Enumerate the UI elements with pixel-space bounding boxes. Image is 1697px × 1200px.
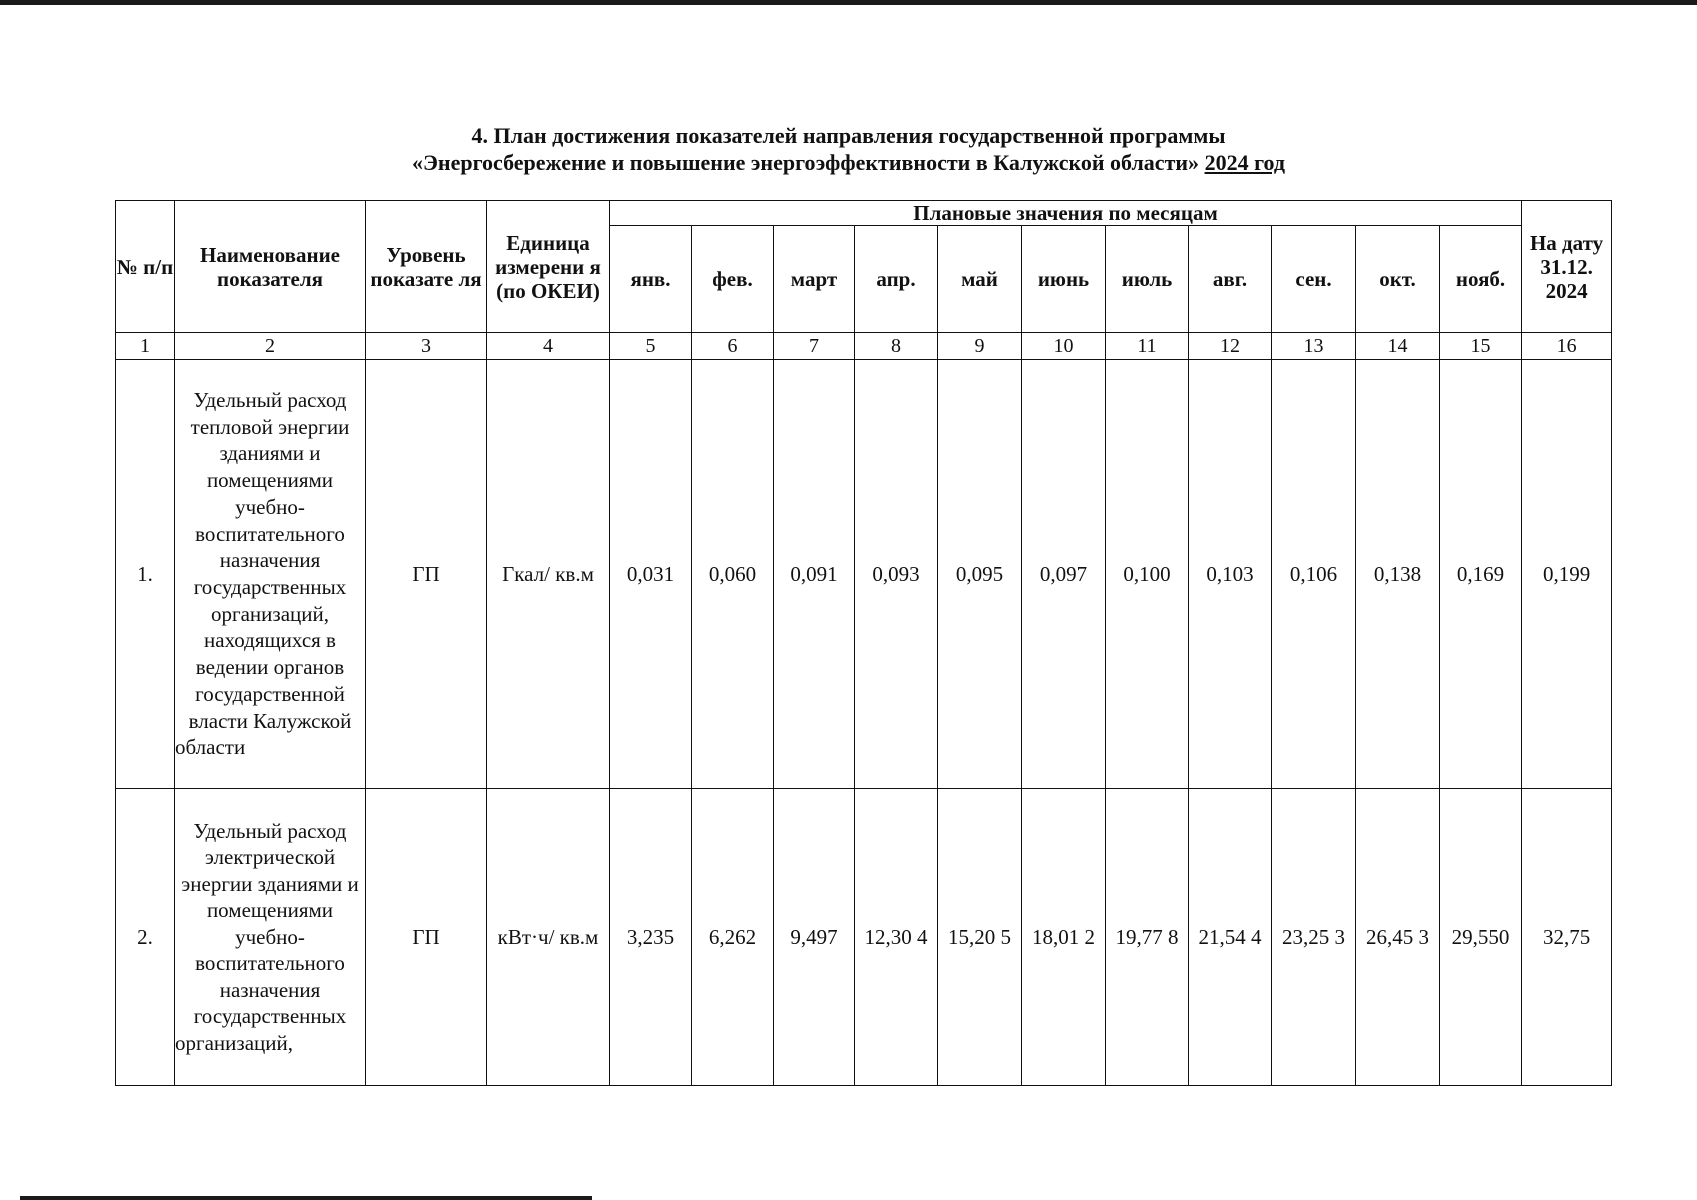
column-number: 16 (1522, 333, 1612, 360)
month-value: 18,01 2 (1032, 924, 1095, 949)
row-number: 1. (116, 360, 175, 789)
month-value: 0,106 (1272, 360, 1356, 789)
month-value: 0,091 (774, 360, 855, 789)
header-month: фев. (692, 226, 774, 333)
indicator-unit: Гкал/ кв.м (487, 360, 610, 789)
month-value: 0,095 (938, 360, 1022, 789)
month-value: 6,262 (692, 789, 774, 1086)
month-value-cell (1272, 789, 1356, 1086)
row-number: 2. (116, 789, 175, 1086)
indicator-unit: кВт·ч/ кв.м (487, 789, 610, 1086)
header-month: нояб. (1440, 226, 1522, 333)
title-line-1: 4. План достижения показателей направления государственной программы (471, 123, 1226, 148)
header-month: апр. (855, 226, 938, 333)
indicator-name: Удельный расход электрической энергии зданиями и помещениями учебно-воспитательного назначения государственных организаций, (175, 789, 366, 1086)
column-number: 12 (1189, 333, 1272, 360)
header-row-1 (116, 201, 1612, 226)
month-value: 23,25 3 (1282, 924, 1345, 949)
header-month: сен. (1272, 226, 1356, 333)
column-number: 14 (1356, 333, 1440, 360)
month-value: 0,100 (1106, 360, 1189, 789)
column-number: 4 (487, 333, 610, 360)
header-months-group: Плановые значения по месяцам (610, 201, 1522, 226)
column-number: 3 (366, 333, 487, 360)
month-value: 0,138 (1356, 360, 1440, 789)
month-value: 19,77 8 (1115, 924, 1179, 949)
header-num: № п/п (116, 201, 175, 333)
header-month: май (938, 226, 1022, 333)
month-value: 12,30 4 (864, 924, 928, 949)
column-number: 1 (116, 333, 175, 360)
column-number: 2 (175, 333, 366, 360)
column-number: 10 (1022, 333, 1106, 360)
indicators-plan-table (115, 200, 1612, 1086)
column-number: 9 (938, 333, 1022, 360)
column-number: 15 (1440, 333, 1522, 360)
indicator-name: Удельный расход тепловой энергии зданиями и помещениями учебно-воспитательного назначения государственных организаций, находящихся в ведении органов государственной власти Калужской области (175, 360, 366, 789)
final-value: 32,75 (1522, 789, 1612, 1086)
column-number: 7 (774, 333, 855, 360)
document-title (0, 122, 1697, 176)
month-value-cell (1022, 789, 1106, 1086)
indicator-level: ГП (366, 360, 487, 789)
month-value: 0,097 (1022, 360, 1106, 789)
month-value: 0,093 (855, 360, 938, 789)
header-final: На дату 31.12. 2024 (1522, 201, 1612, 333)
header-month: март (774, 226, 855, 333)
scan-edge-bottom (20, 1196, 592, 1200)
month-value: 0,031 (610, 360, 692, 789)
header-month: окт. (1356, 226, 1440, 333)
table-row (116, 360, 1612, 789)
title-year: 2024 год (1204, 150, 1285, 175)
header-month: июль (1106, 226, 1189, 333)
month-value: 29,550 (1440, 789, 1522, 1086)
column-number: 5 (610, 333, 692, 360)
title-program-name: «Энергосбережение и повышение энергоэффективности в Калужской области» (412, 150, 1200, 175)
header-month: янв. (610, 226, 692, 333)
final-value: 0,199 (1522, 360, 1612, 789)
month-value-cell (1189, 789, 1272, 1086)
month-value-cell (938, 789, 1022, 1086)
month-value: 15,20 5 (948, 924, 1011, 949)
month-value: 26,45 3 (1366, 924, 1429, 949)
month-value: 3,235 (610, 789, 692, 1086)
scan-edge-top (0, 0, 1697, 5)
header-month: авг. (1189, 226, 1272, 333)
table-row (116, 789, 1612, 1086)
column-number: 6 (692, 333, 774, 360)
month-value-cell (1106, 789, 1189, 1086)
column-number: 13 (1272, 333, 1356, 360)
month-value: 0,169 (1440, 360, 1522, 789)
indicator-level: ГП (366, 789, 487, 1086)
column-number: 11 (1106, 333, 1189, 360)
month-value: 21,54 4 (1198, 924, 1262, 949)
header-name: Наименование показателя (175, 201, 366, 333)
month-value: 9,497 (774, 789, 855, 1086)
month-value: 0,103 (1189, 360, 1272, 789)
column-numbers-row (116, 333, 1612, 360)
header-level: Уровень показате ля (366, 201, 487, 333)
month-value-cell (1356, 789, 1440, 1086)
header-month: июнь (1022, 226, 1106, 333)
column-number: 8 (855, 333, 938, 360)
header-unit: Единица измерени я (по ОКЕИ) (487, 201, 610, 333)
title-line-2 (0, 149, 1697, 176)
month-value-cell (855, 789, 938, 1086)
month-value: 0,060 (692, 360, 774, 789)
